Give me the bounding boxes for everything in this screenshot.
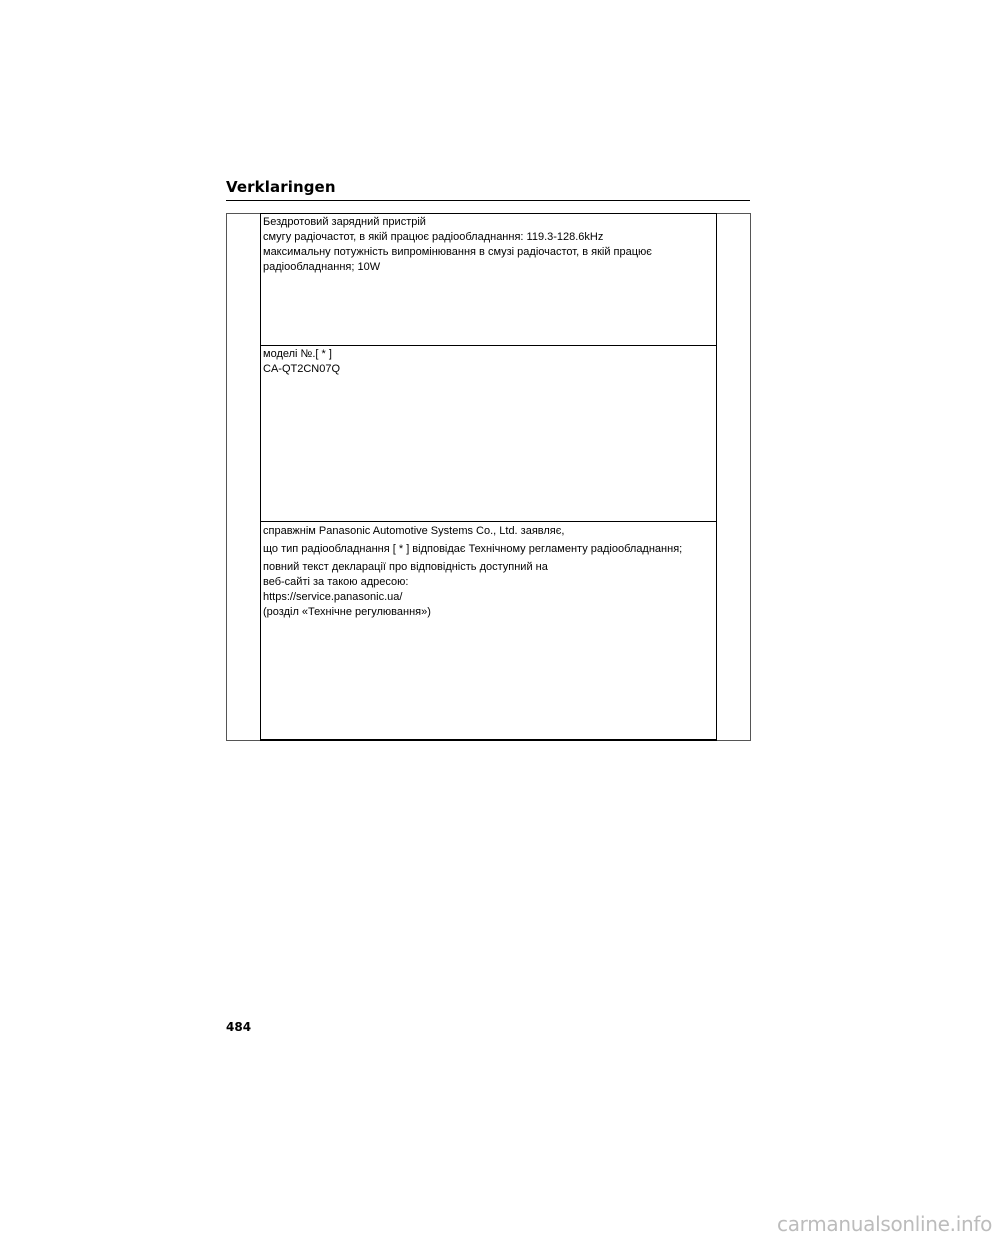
page-number: 484 xyxy=(226,1020,252,1034)
table-row-model xyxy=(261,346,716,522)
max-power-text: максимальну потужність випромінювання в смузі радіочастот, в якій працює xyxy=(263,246,652,258)
model-label-text: моделі №.[ * ] xyxy=(263,348,332,360)
device-name-text: Бездротовий зарядний пристрій xyxy=(263,216,426,228)
declaration-url-text: https://service.panasonic.ua/ xyxy=(263,591,403,603)
declaration-line: веб-сайті за такою адресою: xyxy=(263,576,409,588)
declaration-line: повний текст декларації про відповідність доступний на xyxy=(263,561,548,573)
model-number-text: CA-QT2CN07Q xyxy=(263,363,341,375)
watermark-text: carmanualsonline.info xyxy=(777,1212,992,1236)
page-header xyxy=(226,178,750,201)
declaration-line: справжнім Panasonic Automotive Systems Co., Ltd. заявляє, xyxy=(263,525,565,537)
declaration-line: (розділ «Технічне регулювання») xyxy=(263,606,431,618)
max-power-value-text: радіообладнання; 10W xyxy=(263,261,381,273)
page-title: Verklaringen xyxy=(226,178,336,196)
declaration-line: що тип радіообладнання [ * ] відповідає Технічному регламенту радіообладнання; xyxy=(263,543,683,555)
declaration-table xyxy=(260,213,717,741)
table-row-device-info xyxy=(261,214,716,346)
frequency-band-text: смугу радіочастот, в якій працює радіообладнання: 119.3-128.6kHz xyxy=(263,231,604,243)
table-row-declaration xyxy=(261,522,716,739)
